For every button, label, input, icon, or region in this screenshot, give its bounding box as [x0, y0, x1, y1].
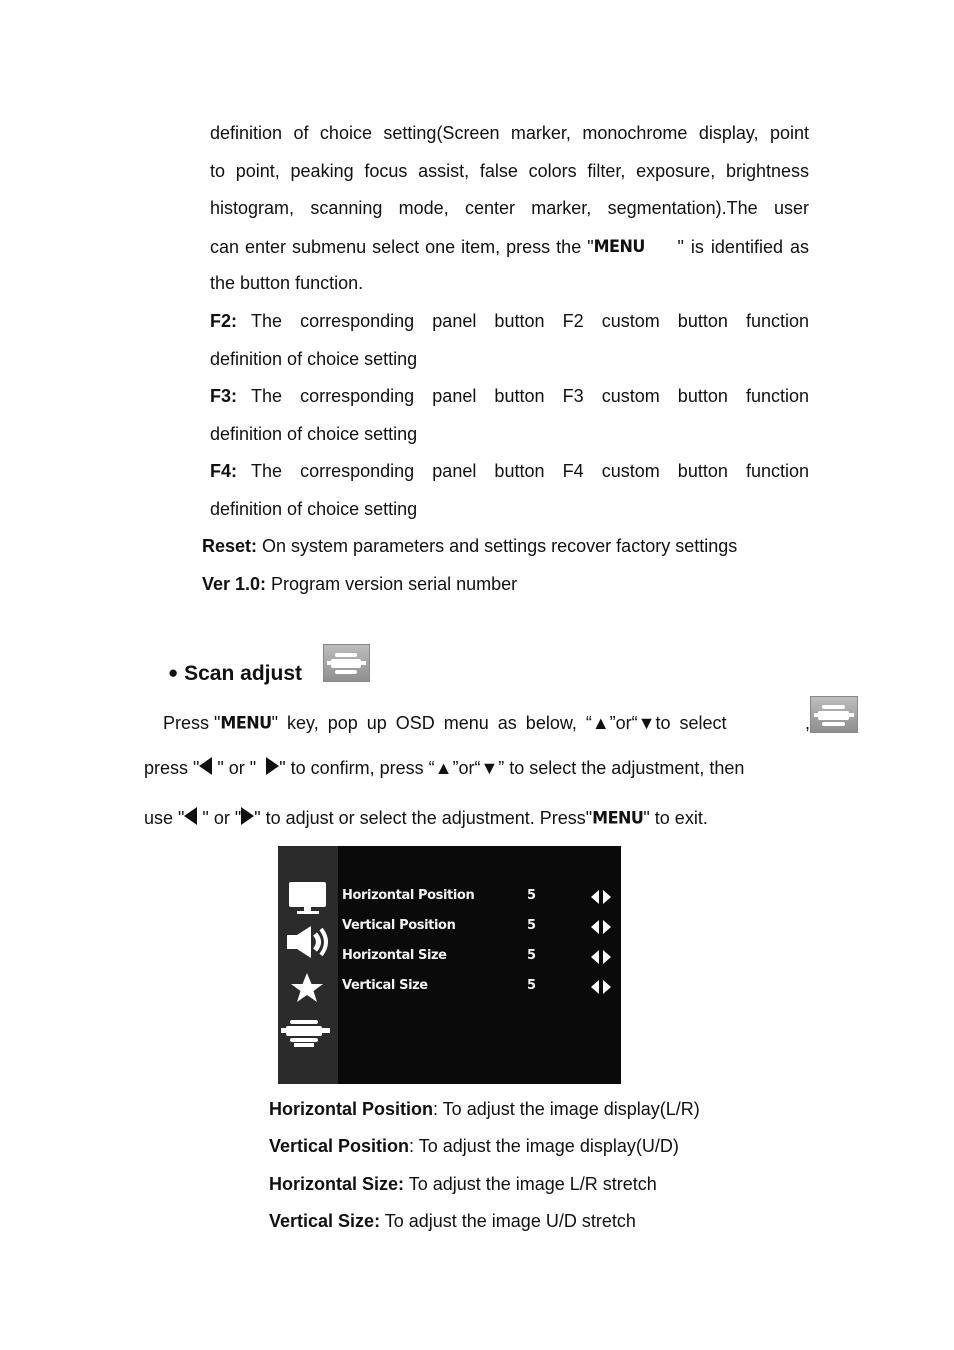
f2-line — [210, 310, 809, 332]
scan-adjust-icon — [323, 644, 370, 682]
instr-2b: " or " — [212, 758, 262, 778]
osd-row-label: Vertical Position — [342, 918, 456, 933]
instr-3b: " or " — [197, 808, 242, 828]
f4-cont: definition of choice setting — [210, 499, 418, 519]
osd-row-label: Horizontal Size — [342, 948, 447, 963]
definition-horizontal-size — [269, 1173, 657, 1195]
intro-line-4-post: " is identified as — [677, 237, 809, 257]
instr-1b: " key, pop up OSD menu as below, “▲”or“▼to select — [271, 713, 727, 733]
osd-sidebar — [278, 846, 338, 1084]
f3-key: F3: — [210, 386, 237, 406]
reset-line — [202, 535, 737, 557]
left-arrow-icon — [199, 757, 212, 775]
left-right-arrows-icon[interactable] — [591, 950, 611, 964]
section-title: Scan adjust — [184, 662, 302, 685]
instr-3d: " to exit. — [643, 808, 708, 828]
intro-line-3: histogram, scanning mode, center marker, segmentation).The user — [210, 198, 809, 218]
f2-cont: definition of choice setting — [210, 349, 418, 369]
intro-line-4 — [210, 236, 809, 258]
osd-menu-image — [278, 846, 621, 1084]
intro-line-2: to point, peaking focus assist, false colors filter, exposure, brightness — [210, 161, 809, 181]
osd-row-label: Horizontal Position — [342, 888, 475, 903]
menu-key-label: MENU — [592, 807, 644, 828]
definition-vertical-position — [269, 1135, 679, 1157]
instr-1c: , — [805, 713, 811, 733]
definition-text: : To adjust the image display(L/R) — [433, 1099, 700, 1119]
instr-line-2 — [144, 757, 744, 779]
instr-3c: " to adjust or select the adjustment. Press" — [254, 808, 593, 828]
star-icon — [291, 973, 323, 1002]
left-right-arrows-icon[interactable] — [591, 920, 611, 934]
f3-line — [210, 385, 809, 407]
osd-row-horizontal-size[interactable] — [342, 948, 612, 968]
osd-row-value: 5 — [527, 978, 537, 993]
scan-adjust-icon — [810, 696, 858, 733]
osd-row-vertical-position[interactable] — [342, 918, 612, 938]
osd-row-value: 5 — [527, 918, 537, 933]
intro-line-5: the button function. — [210, 273, 364, 293]
right-arrow-icon — [266, 757, 279, 775]
instr-line-1 — [163, 712, 809, 734]
right-arrow-icon — [241, 807, 254, 825]
f2-text: The corresponding panel button F2 custom button function — [251, 311, 809, 331]
menu-key-label: MENU — [220, 712, 272, 733]
definition-term: Horizontal Position — [269, 1099, 433, 1119]
reset-key: Reset: — [202, 536, 258, 556]
definition-term: Vertical Position — [269, 1136, 410, 1156]
intro-line-4-pre: can enter submenu select one item, press the " — [210, 237, 594, 257]
f2-key: F2: — [210, 311, 237, 331]
instr-3a: use " — [144, 808, 185, 828]
definition-text: To adjust the image L/R stretch — [404, 1174, 657, 1194]
intro-line-1: definition of choice setting(Screen marker, monochrome display, point — [210, 123, 809, 143]
osd-row-horizontal-position[interactable] — [342, 888, 612, 908]
instr-line-3 — [144, 807, 708, 829]
f3-cont: definition of choice setting — [210, 424, 418, 444]
ver-key: Ver 1.0: — [202, 574, 267, 594]
f4-text: The corresponding panel button F4 custom button function — [251, 461, 809, 481]
instr-2c: " to confirm, press “▲”or“▼” to select the adjustment, then — [279, 758, 745, 778]
monitor-icon — [289, 882, 326, 914]
definition-horizontal-position — [269, 1098, 700, 1120]
left-right-arrows-icon[interactable] — [591, 980, 611, 994]
definition-text: To adjust the image U/D stretch — [380, 1211, 636, 1231]
definition-vertical-size — [269, 1210, 636, 1232]
left-right-arrows-icon[interactable] — [591, 890, 611, 904]
ver-line — [202, 573, 517, 595]
scan-icon — [281, 1020, 330, 1047]
osd-row-value: 5 — [527, 948, 537, 963]
osd-row-vertical-size[interactable] — [342, 978, 612, 998]
definition-text: : To adjust the image display(U/D) — [409, 1136, 679, 1156]
definition-term: Horizontal Size: — [269, 1174, 405, 1194]
f4-key: F4: — [210, 461, 237, 481]
instr-1a: Press " — [163, 713, 221, 733]
definition-term: Vertical Size: — [269, 1211, 381, 1231]
section-heading — [168, 660, 302, 687]
bullet: ● — [168, 663, 179, 682]
f4-line — [210, 460, 809, 482]
left-arrow-icon — [184, 807, 197, 825]
osd-row-label: Vertical Size — [342, 978, 428, 993]
reset-text: On system parameters and settings recover factory settings — [257, 536, 738, 556]
ver-text: Program version serial number — [266, 574, 518, 594]
osd-row-value: 5 — [527, 888, 537, 903]
instr-2a: press " — [144, 758, 200, 778]
menu-key-label: MENU — [593, 236, 645, 257]
f3-text: The corresponding panel button F3 custom button function — [251, 386, 809, 406]
speaker-icon — [287, 926, 326, 958]
